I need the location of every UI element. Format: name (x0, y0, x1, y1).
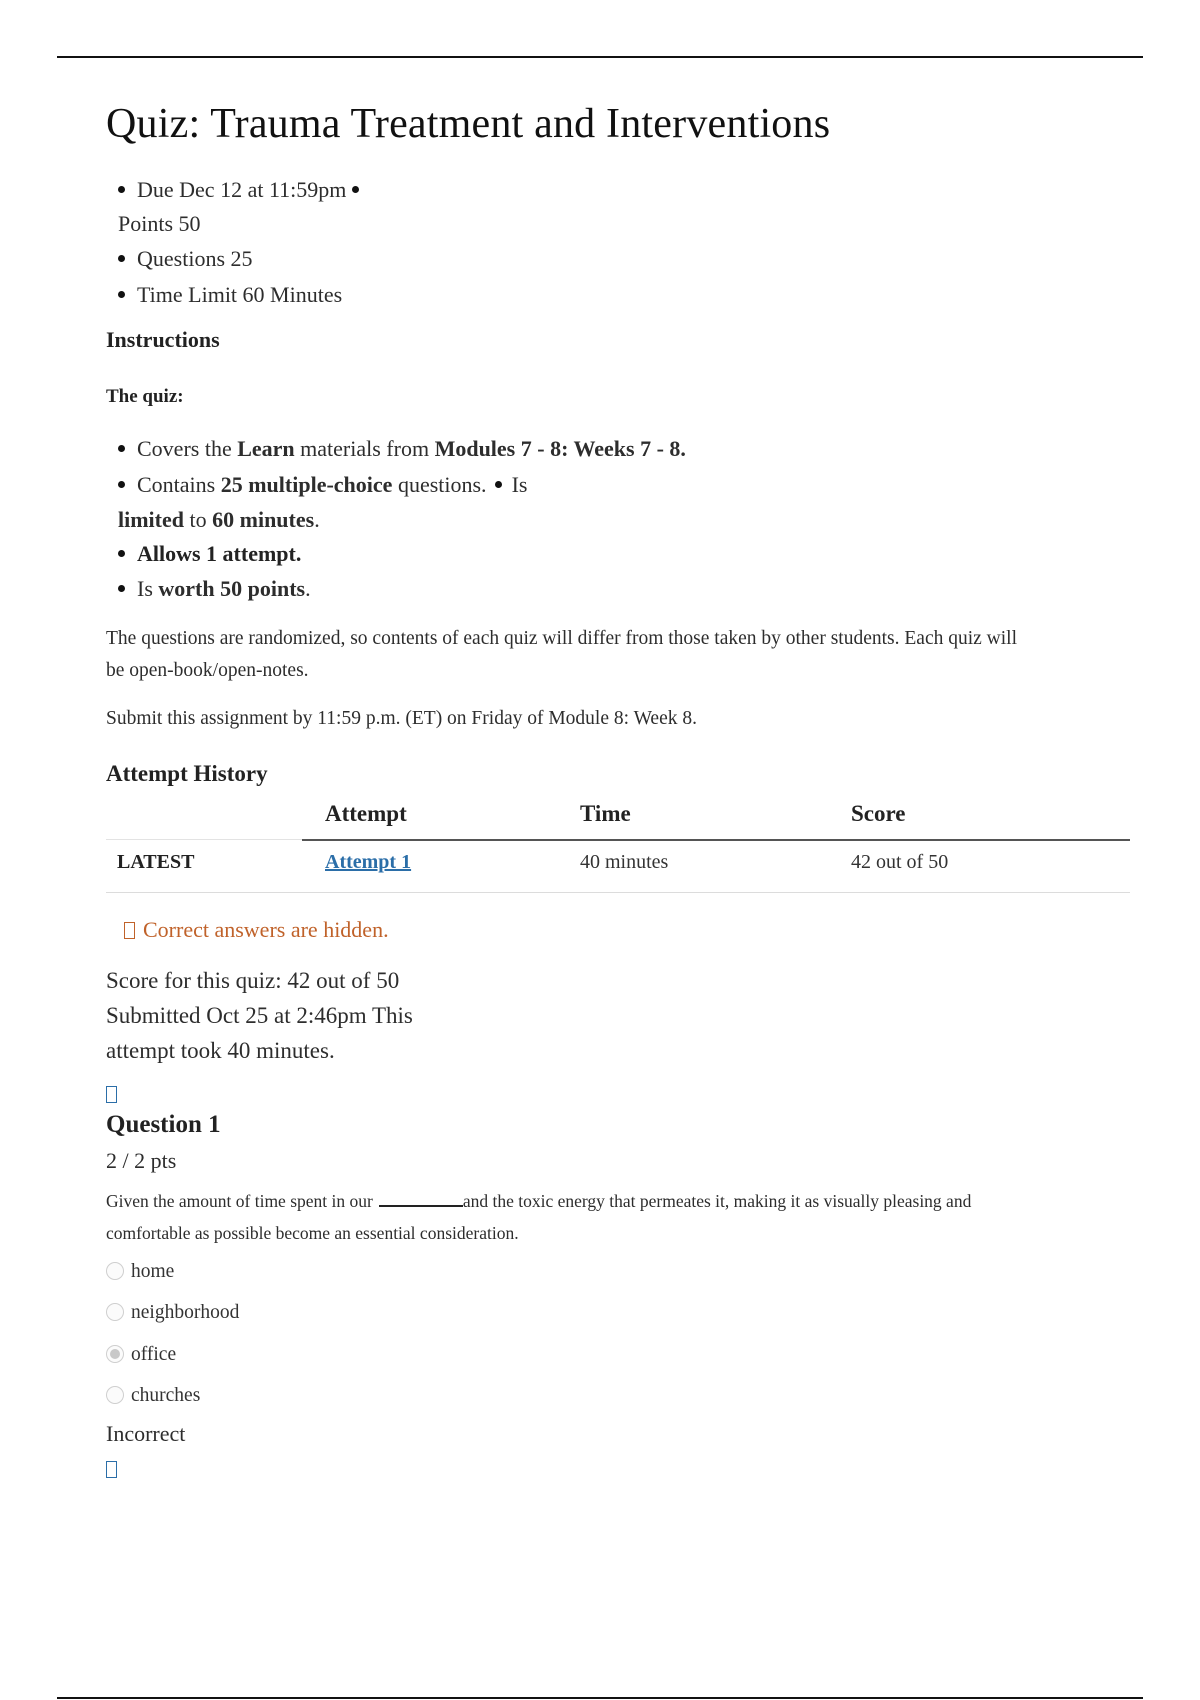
instruction-bullet-2-cont: limited to 60 minutes. (118, 507, 320, 532)
answer-blank (379, 1189, 463, 1207)
attempt-1-link-cell (325, 851, 411, 874)
question-points: 2 / 2 pts (106, 1148, 177, 1173)
bullet-icon (118, 255, 125, 262)
instructions-heading: Instructions (106, 327, 220, 352)
page-title: Quiz: Trauma Treatment and Interventions (106, 101, 831, 147)
table-row-divider (106, 892, 1130, 893)
bullet-icon (352, 186, 359, 193)
radio-button[interactable] (106, 1386, 124, 1404)
answer-option[interactable]: neighborhood (106, 1302, 239, 1324)
time-column-header: Time (580, 801, 631, 826)
answer-option[interactable]: home (106, 1261, 174, 1283)
instruction-bullet-3: Allows 1 attempt. (118, 541, 301, 567)
question-title: Question 1 (106, 1111, 221, 1138)
answer-result: Incorrect (106, 1421, 186, 1446)
attempt-1-link[interactable]: Attempt 1 (325, 851, 412, 873)
attempt-history-title: Attempt History (106, 761, 268, 786)
question-text-line-2: comfortable as possible become an essential consideration. (106, 1223, 519, 1243)
bullet-icon (118, 585, 125, 592)
question-flag-icon[interactable] (106, 1086, 125, 1104)
bullet-icon (118, 550, 125, 557)
flag-icon (106, 1461, 117, 1478)
instruction-bullet-1: Covers the Learn materials from Modules 7 - 8: Weeks 7 - 8. (118, 436, 686, 462)
answer-option[interactable]: churches (106, 1385, 200, 1407)
instructions-paragraph-line-2: be open-book/open-notes. (106, 660, 309, 681)
instructions-paragraph-line-1: The questions are randomized, so contents of each quiz will differ from those taken by other students. Each quiz will (106, 628, 1018, 649)
submission-deadline-text: Submit this assignment by 11:59 p.m. (ET) on Friday of Module 8: Week 8. (106, 708, 697, 729)
bullet-icon (118, 186, 125, 193)
radio-button[interactable] (106, 1262, 124, 1280)
correct-answers-hidden-notice: Correct answers are hidden. (124, 917, 389, 943)
top-rule (57, 56, 1143, 58)
instruction-bullet-4: Is worth 50 points. (118, 576, 311, 602)
quiz-score: Score for this quiz: 42 out of 50 (106, 968, 400, 993)
latest-label: LATEST (117, 851, 195, 873)
attempt-score: 42 out of 50 (851, 851, 949, 873)
radio-button-selected[interactable] (106, 1345, 124, 1363)
bullet-icon (118, 291, 125, 298)
due-item: Due Dec 12 at 11:59pm (118, 177, 359, 203)
attempt-column-header: Attempt (325, 801, 407, 826)
info-icon (124, 922, 135, 939)
next-question-flag-icon[interactable] (106, 1461, 125, 1479)
radio-button[interactable] (106, 1303, 124, 1321)
attempt-time: 40 minutes (580, 851, 669, 873)
instruction-bullet-2: Contains 25 multiple-choice questions. Is (118, 472, 527, 498)
points-item: Points 50 (118, 211, 201, 236)
flag-icon (106, 1086, 117, 1103)
bullet-icon (118, 445, 125, 452)
score-column-header: Score (851, 801, 906, 826)
table-divider (106, 839, 302, 840)
bottom-rule (57, 1697, 1143, 1699)
bullet-icon (495, 481, 502, 488)
table-header-rule (302, 839, 1130, 841)
submitted-info: Submitted Oct 25 at 2:46pm This (106, 1003, 413, 1028)
attempt-duration: attempt took 40 minutes. (106, 1038, 335, 1063)
quiz-subheading: The quiz: (106, 386, 184, 407)
time-limit-item: Time Limit 60 Minutes (118, 282, 342, 308)
answer-option-selected[interactable]: office (106, 1344, 176, 1366)
bullet-icon (118, 481, 125, 488)
question-text-line-1: Given the amount of time spent in our and the toxic energy that permeates it, making it as visually pleasing and (106, 1191, 972, 1211)
questions-item: Questions 25 (118, 246, 253, 272)
